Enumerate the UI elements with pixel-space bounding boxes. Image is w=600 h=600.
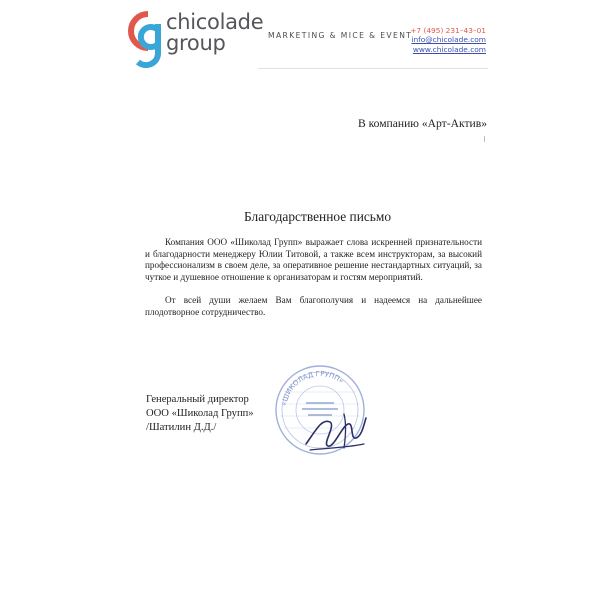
document-title: Благодарственное письмо bbox=[244, 209, 392, 224]
website-link[interactable]: www.chicolade.com bbox=[412, 44, 486, 54]
header-divider bbox=[258, 68, 488, 69]
addressee: В компанию «Арт-Актив» bbox=[357, 117, 487, 130]
signature-block bbox=[146, 393, 254, 435]
brand-name: chicolade bbox=[166, 10, 264, 34]
handwritten-signature-icon bbox=[300, 404, 372, 456]
signatory-name: /Шатилин Д.Д./ bbox=[146, 422, 217, 433]
brand-name-group: group bbox=[166, 31, 226, 55]
company-tagline: MARKETING & MICE & EVENT bbox=[268, 31, 413, 40]
letter-paragraph-1: Компания ООО «Шиколад Групп» выражает слова искренней признательности и благодарности менеджеру Юлии Титовой, а также всем инструкторам, за высокий профессионализм в своем деле, за оперативное решение нестандартных ситуаций, за чуткое и душевное отношение к организаторам и гостям мероприятий. bbox=[145, 237, 482, 282]
signatory-position: Генеральный директор bbox=[146, 394, 249, 405]
signatory-company: ООО «Шиколад Групп» bbox=[146, 408, 254, 419]
email-link[interactable]: info@chicolade.com bbox=[411, 35, 486, 45]
letter-paragraph-2: От всей души желаем Вам благополучия и надеемся на дальнейшее плодотворное сотрудничество. bbox=[145, 295, 482, 317]
phone-number: +7 (495) 231–43–01 bbox=[410, 26, 486, 35]
contact-block bbox=[410, 26, 486, 54]
chicolade-logo-icon bbox=[120, 8, 166, 70]
svg-text:«ШИКОЛАД ГРУПП»: «ШИКОЛАД ГРУПП» bbox=[280, 369, 346, 407]
margin-mark bbox=[484, 136, 485, 142]
